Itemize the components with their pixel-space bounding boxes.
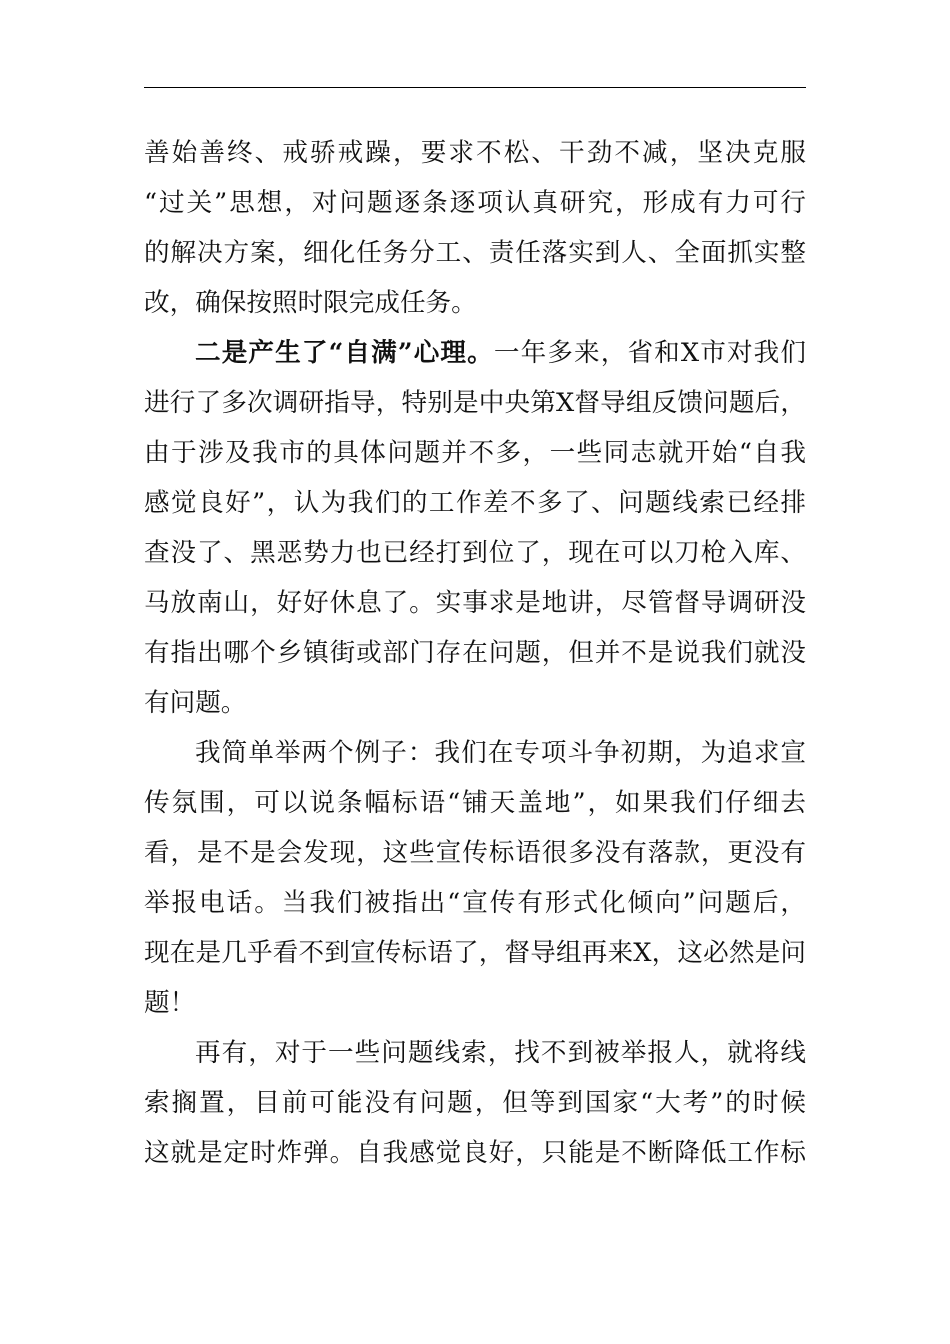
text-line: 传氛围，可以说条幅标语“铺天盖地”，如果我们仔细去 (144, 788, 806, 818)
text-line: 善始善终、戒骄戒躁，要求不松、干劲不减，坚决克服 (144, 138, 806, 168)
text-line: “过关”思想，对问题逐条逐项认真研究，形成有力可行 (144, 188, 806, 218)
text-line: 举报电话。当我们被指出“宣传有形式化倾向”问题后， (144, 888, 806, 918)
text-line: 这就是定时炸弹。自我感觉良好，只能是不断降低工作标 (144, 1138, 806, 1168)
text-line: 的解决方案，细化任务分工、责任落实到人、全面抓实整 (144, 238, 806, 268)
paragraph-4 (144, 1028, 806, 1178)
text-line: 由于涉及我市的具体问题并不多，一些同志就开始“自我 (144, 438, 806, 468)
text-line: 看，是不是会发现，这些宣传标语很多没有落款，更没有 (144, 838, 806, 868)
text-line: 我简单举两个例子：我们在专项斗争初期，为追求宣 (195, 738, 806, 768)
text-line: 再有，对于一些问题线索，找不到被举报人，就将线 (195, 1038, 806, 1068)
paragraph-1 (144, 128, 806, 328)
text-line: 查没了、黑恶势力也已经打到位了，现在可以刀枪入库、 (144, 538, 806, 568)
text-line: 感觉良好”，认为我们的工作差不多了、问题线索已经排 (144, 488, 806, 518)
text-line: 索搁置，目前可能没有问题，但等到国家“大考”的时候 (144, 1088, 806, 1118)
text-run: 一年多来，省和X市对我们 (493, 338, 806, 368)
text-line: 有问题。 (144, 688, 247, 718)
text-line: 进行了多次调研指导，特别是中央第X督导组反馈问题后， (144, 388, 806, 418)
paragraph-3 (144, 728, 806, 1028)
text-line (144, 328, 806, 378)
text-line: 题！ (144, 988, 196, 1018)
text-line: 马放南山，好好休息了。实事求是地讲，尽管督导调研没 (144, 588, 806, 618)
paragraph-2 (144, 328, 806, 728)
paragraph-heading: 二是产生了“自满”心理。 (195, 338, 494, 368)
document-body (144, 128, 806, 1178)
header-rule (144, 87, 806, 88)
text-line: 现在是几乎看不到宣传标语了，督导组再来X，这必然是问 (144, 938, 806, 968)
text-line: 改，确保按照时限完成任务。 (144, 288, 477, 318)
text-line: 有指出哪个乡镇街或部门存在问题，但并不是说我们就没 (144, 638, 806, 668)
